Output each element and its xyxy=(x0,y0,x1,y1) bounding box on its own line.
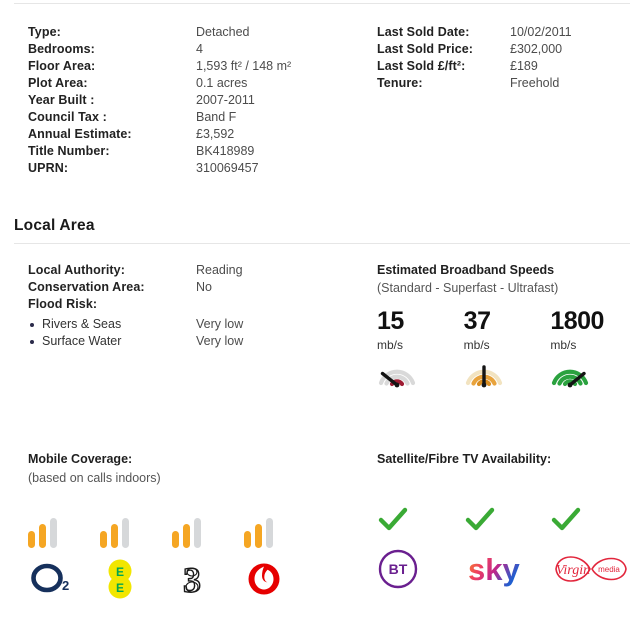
spec-label: Type: xyxy=(28,25,61,39)
spec-label: Bedrooms: xyxy=(28,42,95,56)
spec-label: UPRN: xyxy=(28,161,69,175)
section-divider xyxy=(14,243,630,244)
signal-bars-icon xyxy=(28,514,100,548)
signal-bar xyxy=(255,524,262,548)
broadband-speed-unit: mb/s xyxy=(377,338,404,352)
carrier-vodafone xyxy=(244,514,316,601)
broadband-speed-ultrafast xyxy=(550,309,637,396)
wifi-gauge-medium-icon xyxy=(464,361,551,396)
flood-risk-name: Rivers & Seas xyxy=(28,317,196,331)
broadband-subtitle: (Standard - Superfast - Ultrafast) xyxy=(377,281,559,295)
check-icon xyxy=(550,507,637,537)
spec-value: 2007-2011 xyxy=(196,93,255,107)
broadband-speed-value: 15 xyxy=(377,307,404,335)
local-area-details xyxy=(28,263,243,348)
signal-bar xyxy=(39,524,46,548)
svg-text:2: 2 xyxy=(62,578,70,593)
spec-label: Last Sold Price: xyxy=(377,42,474,56)
spec-value: £3,592 xyxy=(196,127,235,141)
spec-value: 0.1 acres xyxy=(196,76,248,90)
check-icon xyxy=(464,507,551,537)
spec-value: £189 xyxy=(510,59,538,73)
list-item xyxy=(28,317,243,331)
broadband-speed-value: 1800 xyxy=(550,307,604,335)
broadband-speed-unit: mb/s xyxy=(463,338,490,352)
spec-label: Local Authority: xyxy=(28,263,125,277)
carrier-three xyxy=(172,514,244,601)
list-item xyxy=(28,334,243,348)
signal-bar xyxy=(28,531,35,548)
spec-label: Last Sold Date: xyxy=(377,25,470,39)
flood-risk-value: Very low xyxy=(196,334,244,348)
svg-text:3: 3 xyxy=(183,560,201,600)
property-details-left xyxy=(28,25,291,175)
broadband-speed-unit: mb/s xyxy=(550,338,577,352)
spec-value: 10/02/2011 xyxy=(510,25,572,39)
broadband-speed-value: 37 xyxy=(463,307,491,335)
spec-label: Last Sold £/ft²: xyxy=(377,59,466,73)
flood-risk-label: Flood Risk: xyxy=(28,297,98,311)
spec-label: Year Built : xyxy=(28,93,95,107)
vodafone-logo-icon xyxy=(244,557,316,601)
signal-bar xyxy=(100,531,107,548)
spec-label: Title Number: xyxy=(28,144,110,158)
spec-value: BK418989 xyxy=(196,144,255,158)
bt-logo-icon xyxy=(377,547,464,591)
spec-label: Tenure: xyxy=(377,76,423,90)
spec-label: Annual Estimate: xyxy=(28,127,132,141)
spec-label: Council Tax : xyxy=(28,110,107,124)
broadband-title: Estimated Broadband Speeds xyxy=(377,263,555,277)
spec-value: 1,593 ft² / 148 m² xyxy=(196,59,292,73)
tv-provider-sky xyxy=(464,507,551,591)
spec-label: Conservation Area: xyxy=(28,280,145,294)
broadband-section xyxy=(377,263,637,396)
tv-availability-title: Satellite/Fibre TV Availability: xyxy=(377,452,552,466)
flood-risk-list xyxy=(28,314,243,348)
mobile-coverage-title: Mobile Coverage: xyxy=(28,452,133,466)
spec-label: Floor Area: xyxy=(28,59,96,73)
signal-bar xyxy=(244,531,251,548)
svg-text:E: E xyxy=(115,565,125,579)
wifi-gauge-low-icon xyxy=(377,361,464,396)
spacer xyxy=(196,297,243,311)
three-logo-icon xyxy=(172,557,244,601)
broadband-speed-standard xyxy=(377,309,464,396)
spec-value: Reading xyxy=(196,263,243,277)
signal-bars-icon xyxy=(244,514,316,548)
local-area-heading: Local Area xyxy=(14,217,95,234)
svg-text:sky: sky xyxy=(467,552,520,587)
svg-text:E: E xyxy=(115,581,125,595)
ee-logo-icon xyxy=(100,557,172,601)
signal-bar xyxy=(194,518,201,548)
spec-value: Detached xyxy=(196,25,250,39)
signal-bar xyxy=(266,518,273,548)
wifi-gauge-high-icon xyxy=(550,361,637,396)
check-icon xyxy=(377,507,464,537)
signal-bar xyxy=(111,524,118,548)
broadband-speed-superfast xyxy=(464,309,551,396)
signal-bar xyxy=(183,524,190,548)
mobile-coverage-subtitle: (based on calls indoors) xyxy=(28,471,161,485)
spec-value: No xyxy=(196,280,212,294)
spec-label: Plot Area: xyxy=(28,76,88,90)
virgin-media-logo-icon xyxy=(550,547,637,591)
flood-risk-value: Very low xyxy=(196,317,244,331)
signal-bar xyxy=(50,518,57,548)
svg-text:Virgin: Virgin xyxy=(556,563,591,578)
o2-logo-icon xyxy=(28,557,100,601)
signal-bars-icon xyxy=(100,514,172,548)
signal-bars-icon xyxy=(172,514,244,548)
spec-value: 4 xyxy=(196,42,203,56)
sky-logo-icon xyxy=(464,547,551,591)
top-divider xyxy=(14,3,630,4)
carrier-ee xyxy=(100,514,172,601)
svg-text:BT: BT xyxy=(388,561,408,577)
svg-text:media: media xyxy=(598,565,621,574)
carrier-o2 xyxy=(28,514,100,601)
flood-risk-name: Surface Water xyxy=(28,334,196,348)
spec-value: Band F xyxy=(196,110,237,124)
signal-bar xyxy=(172,531,179,548)
spec-value: Freehold xyxy=(510,76,560,90)
tv-availability-section xyxy=(377,452,637,591)
spec-value: 310069457 xyxy=(196,161,259,175)
tv-provider-bt xyxy=(377,507,464,591)
property-details-right xyxy=(377,25,572,90)
tv-provider-virgin-media xyxy=(550,507,637,591)
spec-value: £302,000 xyxy=(510,42,563,56)
mobile-coverage-section xyxy=(28,452,328,601)
signal-bar xyxy=(122,518,129,548)
